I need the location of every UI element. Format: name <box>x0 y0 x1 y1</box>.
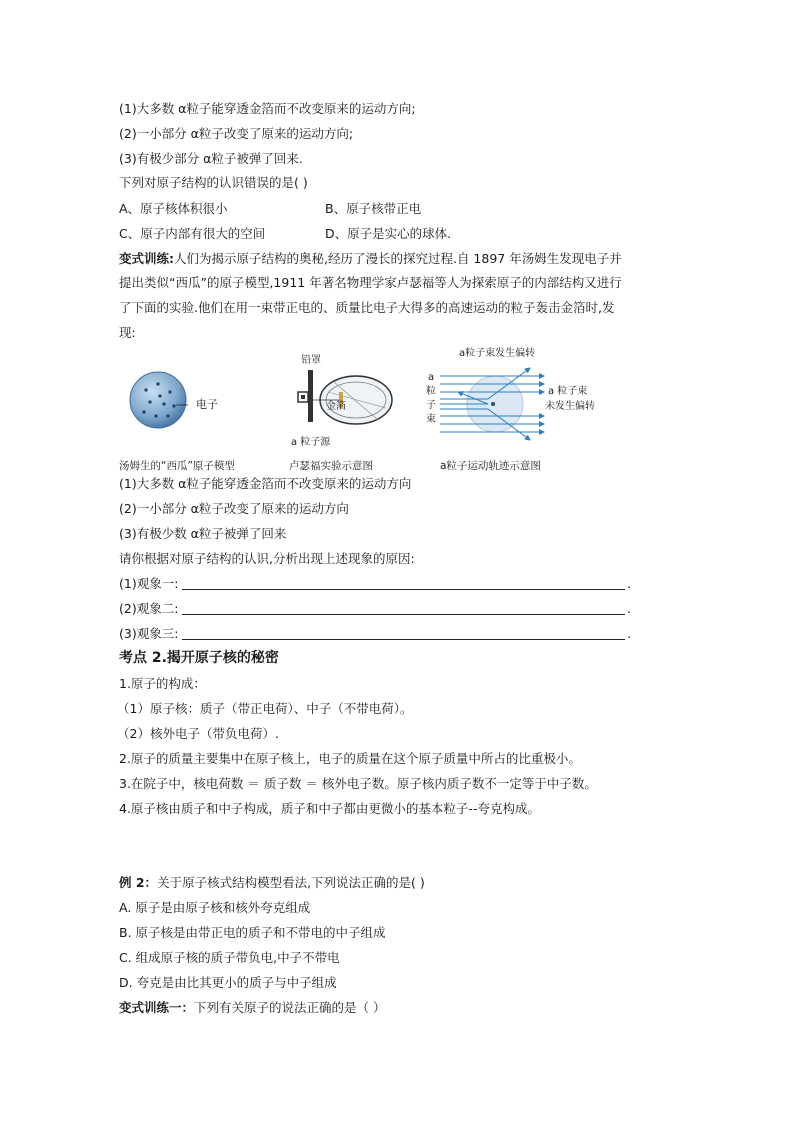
variant-paragraph-line-4: 现: <box>119 325 136 340</box>
example-2-question <box>119 874 425 892</box>
deflected-beam-label: a粒子束发生偏转 <box>459 348 536 359</box>
beam-label-char-2: 子 <box>426 400 436 411</box>
undeflected-label-2: 未发生偏转 <box>545 401 595 412</box>
option-d: D、原子是实心的球体. <box>325 226 452 241</box>
option-a: A、原子核体积很小 <box>119 201 228 216</box>
example-2-option-c: C. 组成原子核的质子带负电,中子不带电 <box>119 950 340 965</box>
period-3: . <box>627 626 631 641</box>
fill-blank-1 <box>119 575 639 593</box>
variant-2-question <box>119 999 386 1017</box>
observation-2: (2)一小部分 α粒子改变了原来的运动方向; <box>119 126 354 141</box>
observation-2b: (2)一小部分 α粒子改变了原来的运动方向 <box>119 501 349 516</box>
example-2-option-a: A. 原子是由原子核和核外夸克组成 <box>119 900 311 915</box>
period-1: . <box>627 576 631 591</box>
kaodian-2-title: 考点 2.揭开原子核的秘密 <box>119 650 279 666</box>
variant-2-text: 下列有关原子的说法正确的是（ ） <box>194 1000 386 1015</box>
observation-3b: (3)有极少数 α粒子被弹了回来 <box>119 526 287 541</box>
electron-label: 电子 <box>196 398 218 411</box>
electron-composition: （2）核外电子（带负电荷）. <box>117 726 279 741</box>
fill-blank-2 <box>119 600 639 618</box>
alpha-label: a <box>428 372 435 383</box>
variant-paragraph-line-2: 提出类似“西瓜”的原子模型,1911 年著名物理学家卢瑟福等人为探索原子的内部结构又进行 <box>119 275 622 290</box>
beam-label-char-1: 粒 <box>426 386 436 397</box>
question-1: 下列对原子结构的认识错误的是( ) <box>119 175 308 190</box>
example-2-label: 例 2： <box>119 875 158 890</box>
variant-2-label: 变式训练一： <box>119 1000 195 1015</box>
answer-line-1[interactable] <box>182 589 625 590</box>
watermelon-model-figure <box>128 370 188 430</box>
answer-line-3[interactable] <box>182 639 625 640</box>
gold-foil-label: 金箔 <box>326 401 346 412</box>
observation-1: (1)大多数 α粒子能穿透金箔而不改变原来的运动方向; <box>119 101 416 116</box>
alpha-source-label: a 粒子源 <box>291 437 331 448</box>
undeflected-label-1: a 粒子束 <box>548 386 588 397</box>
period-2: . <box>627 601 631 616</box>
answer-line-2[interactable] <box>182 614 625 615</box>
mass-point: 2.原子的质量主要集中在原子核上，电子的质量在这个原子质量中所占的比重极小。 <box>119 751 581 766</box>
figure-1-caption: 汤姆生的“西瓜”原子模型 <box>119 460 235 472</box>
figure-3-caption: a粒子运动轨迹示意图 <box>440 460 541 472</box>
observation-3: (3)有极少部分 α粒子被弹了回来. <box>119 151 303 166</box>
observation-1b: (1)大多数 α粒子能穿透金箔而不改变原来的运动方向 <box>119 476 412 491</box>
nucleus-composition: （1）原子核：质子（带正电荷）、中子（不带电荷）。 <box>117 701 413 716</box>
fill-label-1: (1)观象一: <box>119 576 179 591</box>
rutherford-experiment-figure <box>286 362 396 432</box>
trajectory-figure <box>440 362 550 446</box>
lead-shield-label: 铅罩 <box>301 355 321 366</box>
quark-point: 4.原子核由质子和中子构成，质子和中子都由更微小的基本粒子--夸克构成。 <box>119 801 540 816</box>
analysis-prompt: 请你根据对原子结构的认识,分析出现上述现象的原因: <box>119 551 415 566</box>
example-2-option-b: B. 原子核是由带正电的质子和不带电的中子组成 <box>119 925 386 940</box>
fill-label-3: (3)观象三: <box>119 626 179 641</box>
option-b: B、原子核带正电 <box>325 201 422 216</box>
atom-composition: 1.原子的构成： <box>119 676 206 691</box>
charge-point: 3.在院子中，核电荷数 ＝ 质子数 ＝ 核外电子数。原子核内质子数不一定等于中子数。 <box>119 776 597 791</box>
figure-2-caption: 卢瑟福实验示意图 <box>289 460 373 472</box>
example-2-text: 关于原子核式结构模型看法,下列说法正确的是( ) <box>157 875 425 890</box>
variant-text-1: 人们为揭示原子结构的奥秘,经历了漫长的探究过程.自 1897 年汤姆生发现电子并 <box>174 251 622 266</box>
fill-blank-3 <box>119 625 639 643</box>
fill-label-2: (2)观象二: <box>119 601 179 616</box>
beam-label-char-3: 束 <box>426 414 436 425</box>
variant-paragraph-line-3: 了下面的实验.他们在用一束带正电的、质量比电子大得多的高速运动的粒子轰击金箔时,发 <box>119 300 615 315</box>
example-2-option-d: D. 夸克是由比其更小的质子与中子组成 <box>119 975 337 990</box>
variant-label: 变式训练: <box>119 251 174 266</box>
variant-paragraph-line-1 <box>119 250 622 268</box>
option-c: C、原子内部有很大的空间 <box>119 226 266 241</box>
